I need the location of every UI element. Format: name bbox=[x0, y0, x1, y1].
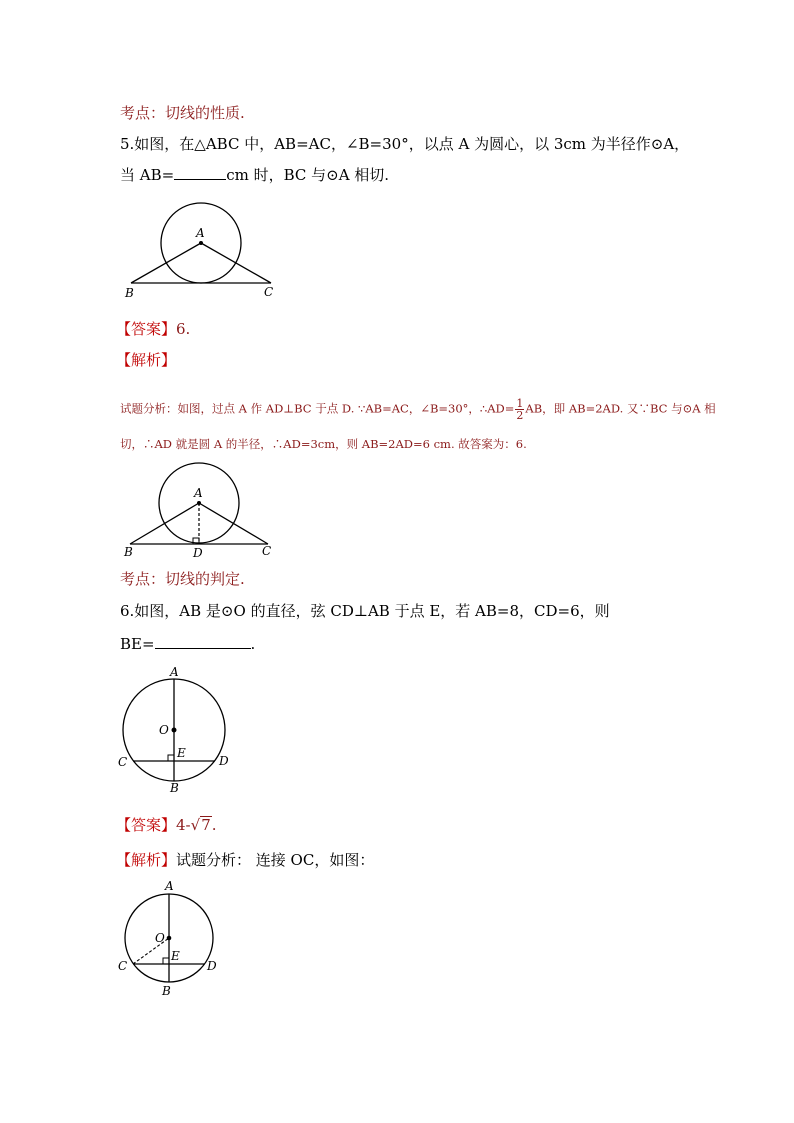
q5-jiexi-tag: 【解析】 bbox=[116, 351, 177, 369]
q6-analysis-figure bbox=[112, 880, 227, 1000]
q5a-label-c: C bbox=[262, 544, 272, 558]
q5a-label-b: B bbox=[124, 545, 133, 559]
q5-frac-num: 1 bbox=[516, 397, 524, 410]
q5-analysis-1 bbox=[120, 398, 716, 421]
kaodian-1: 考点：切线的性质. bbox=[120, 104, 245, 122]
q5-point-a bbox=[199, 241, 203, 245]
q6-label-e: E bbox=[177, 746, 186, 760]
q6-jiexi-line bbox=[116, 850, 374, 870]
q6-label-d: D bbox=[219, 754, 229, 768]
q6-line1: 6.如图，AB 是⊙O 的直径，弦 CD⊥AB 于点 E，若 AB=8，CD=6，则 bbox=[120, 602, 610, 620]
q6-answer-blank bbox=[155, 634, 251, 649]
q5-label-c: C bbox=[264, 285, 274, 299]
q5-line1: 5.如图，在△ABC 中，AB=AC，∠B=30°，以点 A 为圆心，以 3cm 为半径作⊙A， bbox=[120, 135, 690, 153]
q5-analysis-2: 切，∴AD 就是圆 A 的半径，∴AD=3cm，则 AB=2AD=6 cm. 故答案为：6. bbox=[120, 437, 527, 451]
q6-answer-pre: 4- bbox=[176, 816, 191, 834]
q5-analysis-1b: AB，即 AB=2AD. 又∵BC 与⊙A 相 bbox=[525, 401, 716, 416]
q6-answer-post: . bbox=[211, 816, 217, 834]
q6-sqrt-sign: √ bbox=[190, 816, 201, 834]
q5-line2 bbox=[120, 165, 389, 185]
q5a-label-d: D bbox=[193, 546, 203, 560]
q6-answer-line bbox=[116, 815, 217, 835]
q5a-point-a bbox=[197, 501, 201, 505]
q6-answer-tag: 【答案】 bbox=[116, 816, 177, 834]
q6a-label-c: C bbox=[118, 959, 128, 973]
q5-analysis-figure bbox=[120, 460, 290, 560]
q6-line2 bbox=[120, 634, 255, 654]
q6-jiexi-text: 试题分析： 连接 OC，如图： bbox=[176, 851, 375, 869]
q6-line2-pre: BE= bbox=[120, 635, 155, 653]
q5a-label-a: A bbox=[194, 486, 203, 500]
q5-line2-post: cm 时，BC 与⊙A 相切. bbox=[226, 166, 390, 184]
q6-label-c: C bbox=[118, 755, 128, 769]
q5-segment-ac bbox=[201, 243, 271, 283]
q6-figure bbox=[115, 664, 245, 794]
q6-label-b: B bbox=[170, 781, 179, 795]
q6-label-o: O bbox=[159, 723, 169, 737]
q6a-point-o bbox=[167, 936, 172, 941]
q5a-segment-ac bbox=[199, 503, 268, 544]
q5-answer-value: 6. bbox=[176, 320, 191, 338]
q5-line2-pre: 当 AB= bbox=[120, 166, 175, 184]
q6-line2-post: . bbox=[250, 635, 256, 653]
q6a-right-angle-mark bbox=[163, 958, 169, 964]
q5-answer-tag: 【答案】 bbox=[116, 320, 177, 338]
q5-label-a: A bbox=[196, 226, 205, 240]
q6a-label-e: E bbox=[171, 949, 180, 963]
q5-figure bbox=[120, 200, 290, 305]
q6a-label-d: D bbox=[207, 959, 217, 973]
q6a-label-b: B bbox=[162, 984, 171, 998]
q5-answer-blank bbox=[174, 165, 226, 180]
q6a-label-a: A bbox=[165, 879, 174, 893]
q5-segment-ab bbox=[131, 243, 201, 283]
kaodian-2: 考点：切线的判定. bbox=[120, 570, 245, 588]
q5-analysis-1a: 试题分析：如图，过点 A 作 AD⊥BC 于点 D. ∵AB=AC，∠B=30°，∴AD= bbox=[120, 401, 515, 416]
q6a-label-o: O bbox=[155, 931, 165, 945]
q6-jiexi-tag: 【解析】 bbox=[116, 851, 177, 869]
q5-fraction bbox=[515, 398, 524, 421]
q6-right-angle-mark bbox=[168, 755, 174, 761]
q5-answer-line bbox=[116, 319, 190, 339]
q5a-segment-ab bbox=[130, 503, 199, 544]
q6-label-a: A bbox=[170, 665, 179, 679]
q6-point-o bbox=[172, 728, 177, 733]
q5-frac-den: 2 bbox=[516, 409, 524, 422]
q6-answer-root: 7 bbox=[201, 816, 211, 834]
q5-label-b: B bbox=[125, 286, 134, 300]
